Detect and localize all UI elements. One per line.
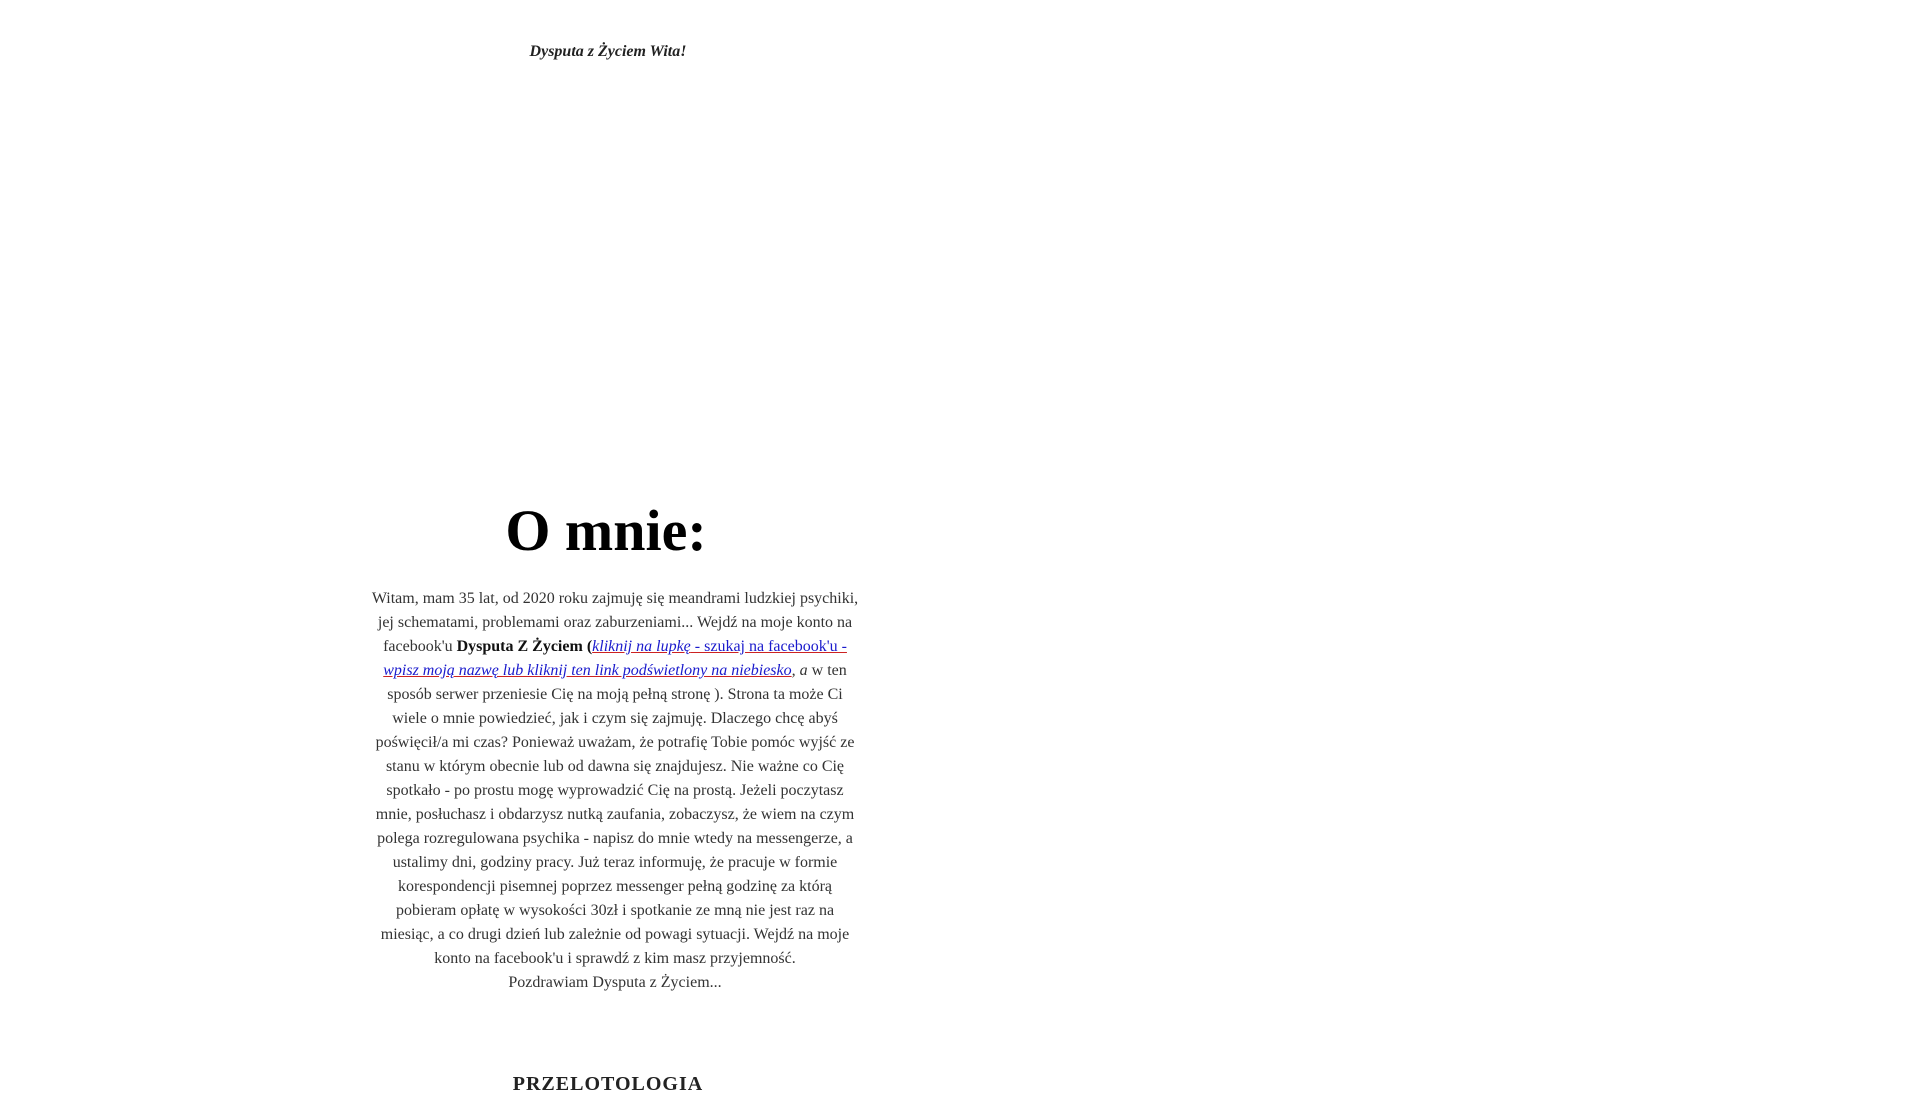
brand-name: Dysputa Z Życiem	[456, 638, 583, 655]
empty-ad-slot	[378, 88, 838, 488]
facebook-link-part3: wpisz moją nazwę lub kliknij ten link podświetlony na niebiesko	[383, 662, 792, 679]
about-text	[370, 587, 860, 995]
next-section-heading: PRZELOTOLOGIA	[512, 1073, 704, 1095]
welcome-title: Dysputa z Życiem Wita!	[529, 43, 687, 60]
about-body: w ten sposób serwer przeniesie Cię na moją pełną stronę ). Strona ta może Ci wiele o mnie powiedzieć, jak i czym się zajmuję. Dlaczego chcę abyś poświęcił/a mi czas? Ponieważ uważam, że potrafię Tobie pomóc wyjść ze stanu w którym obecnie lub od dawna się znajdujesz. Nie ważne co Cię spotkało - po prostu mogę wyprowadzić Cię na prostą. Jeżeli poczytasz mnie, posłuchasz i obdarzysz nutką zaufania, zobaczysz, że wiem na czym polega rozregulowana psychika - napisz do mnie wtedy na messengerze, a ustalimy dni, godziny pracy. Już teraz informuję, że pracuje w formie korespondencji pisemnej poprzez messenger pełną godzinę za którą pobieram opłatę w wysokości 30zł i spotkanie ze mną nie jest raz na miesiąc, a co drugi dzień lub zależnie od powagi sytuacji. Wejdź na moje konto na facebook'u i sprawdź z kim masz przyjemność.	[375, 662, 855, 967]
about-heading: O mnie:	[505, 498, 707, 563]
greeting: Pozdrawiam Dysputa z Życiem...	[508, 974, 722, 991]
facebook-link-part1: kliknij na lupkę	[592, 638, 691, 655]
after-link: , a	[791, 662, 808, 679]
facebook-link-part2: - szukaj na facebook'u -	[690, 638, 847, 655]
about-intro: Witam, mam 35 lat, od 2020 roku zajmuję się meandrami ludzkiej psychiki, jej schematami, problemami oraz zaburzeniami... Wejdź na moje konto na facebook'u	[371, 590, 859, 655]
open-paren: (	[582, 638, 593, 655]
